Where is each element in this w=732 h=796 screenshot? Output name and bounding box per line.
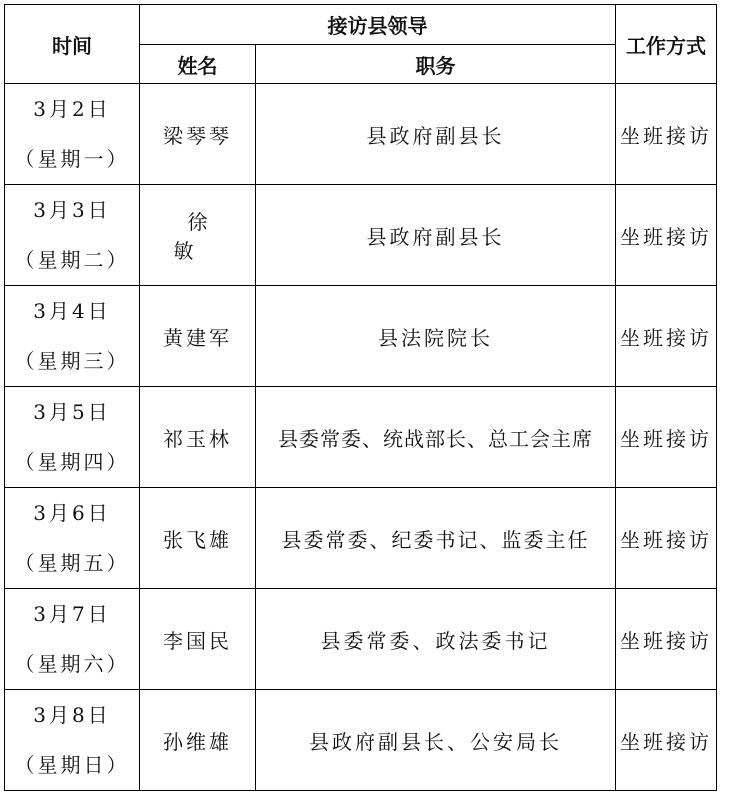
- name-cell: 孙维雄: [140, 690, 256, 791]
- position-cell: 县委常委、统战部长、总工会主席: [256, 387, 616, 488]
- date-cell: [5, 488, 140, 589]
- table-row: [5, 690, 717, 791]
- date-text: 3月7日: [33, 602, 111, 626]
- reception-schedule-table: [4, 4, 717, 791]
- weekday-text: （星期二）: [14, 248, 130, 272]
- date-text: 3月4日: [33, 299, 111, 323]
- position-cell: 县政府副县长: [256, 84, 616, 185]
- date-cell: [5, 84, 140, 185]
- name-text: 徐敏: [173, 210, 236, 263]
- date-cell: [5, 286, 140, 387]
- position-cell: 县法院院长: [256, 286, 616, 387]
- table-body: [5, 84, 717, 791]
- mode-cell: 坐班接访: [616, 185, 717, 286]
- table-row: [5, 589, 717, 690]
- weekday-text: （星期五）: [14, 551, 130, 575]
- weekday-text: （星期六）: [14, 652, 130, 676]
- table-row: [5, 387, 717, 488]
- position-cell: 县委常委、纪委书记、监委主任: [256, 488, 616, 589]
- date-text: 3月8日: [33, 703, 111, 727]
- name-cell: 黄建军: [140, 286, 256, 387]
- table-row: [5, 185, 717, 286]
- mode-cell: 坐班接访: [616, 286, 717, 387]
- name-cell: [140, 185, 256, 286]
- name-cell: 祁玉林: [140, 387, 256, 488]
- table-header: [5, 5, 717, 84]
- mode-cell: 坐班接访: [616, 589, 717, 690]
- date-text: 3月3日: [33, 198, 111, 222]
- date-cell: [5, 185, 140, 286]
- mode-cell: 坐班接访: [616, 690, 717, 791]
- weekday-text: （星期日）: [14, 753, 130, 777]
- table-row: [5, 84, 717, 185]
- header-leader-group: 接访县领导: [140, 5, 616, 45]
- date-cell: [5, 589, 140, 690]
- date-cell: [5, 387, 140, 488]
- header-name: 姓名: [140, 45, 256, 84]
- date-text: 3月2日: [33, 97, 111, 121]
- table-row: [5, 488, 717, 589]
- position-cell: 县委常委、政法委书记: [256, 589, 616, 690]
- weekday-text: （星期一）: [14, 147, 130, 171]
- mode-cell: 坐班接访: [616, 84, 717, 185]
- name-cell: 梁琴琴: [140, 84, 256, 185]
- table-row: [5, 286, 717, 387]
- date-cell: [5, 690, 140, 791]
- mode-cell: 坐班接访: [616, 488, 717, 589]
- date-text: 3月6日: [33, 501, 111, 525]
- mode-cell: 坐班接访: [616, 387, 717, 488]
- weekday-text: （星期三）: [14, 349, 130, 373]
- position-cell: 县政府副县长: [256, 185, 616, 286]
- header-work-mode: 工作方式: [616, 5, 717, 84]
- header-position: 职务: [256, 45, 616, 84]
- date-text: 3月5日: [33, 400, 111, 424]
- weekday-text: （星期四）: [14, 450, 130, 474]
- name-cell: 李国民: [140, 589, 256, 690]
- position-cell: 县政府副县长、公安局长: [256, 690, 616, 791]
- header-time: 时间: [5, 5, 140, 84]
- name-cell: 张飞雄: [140, 488, 256, 589]
